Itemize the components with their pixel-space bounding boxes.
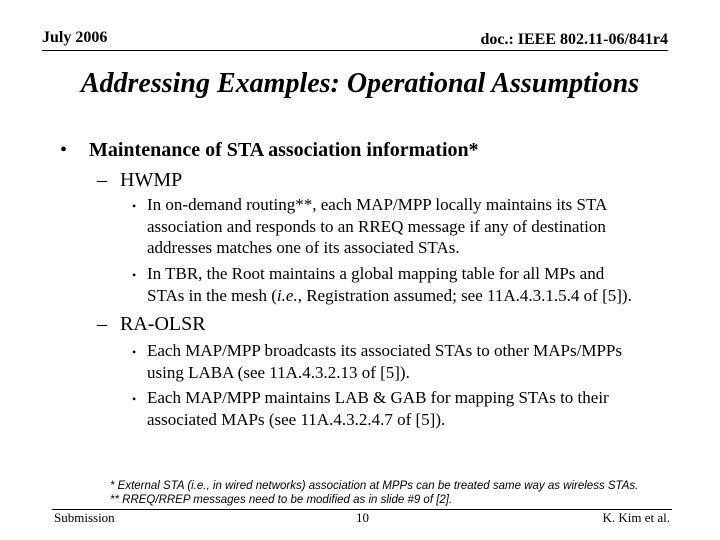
footer-submission: Submission bbox=[54, 510, 115, 525]
hwmp-item-2-line-1: In TBR, the Root maintains a global mapping table for all MPs and bbox=[147, 264, 605, 283]
footer-author: K. Kim et al. bbox=[602, 510, 670, 525]
footnote-2: ** RREQ/RREP messages need to be modified as in slide #9 of [2]. bbox=[110, 494, 453, 506]
header-rule bbox=[42, 50, 668, 51]
sub-bullet-dot: • bbox=[132, 199, 137, 213]
hwmp-item-1-line-1: In on-demand routing**, each MAP/MPP locally maintains its STA bbox=[147, 195, 608, 214]
dash-marker: – bbox=[97, 169, 107, 191]
sub-bullet-dot: • bbox=[132, 268, 137, 282]
bullet-main: Maintenance of STA association information* bbox=[89, 139, 479, 161]
sub-bullet-dot: • bbox=[132, 345, 137, 359]
slide-title: Addressing Examples: Operational Assumptions bbox=[80, 68, 640, 99]
ra-olsr-item-2-line-2: associated MAPs (see 11A.4.3.2.4.7 of [5]). bbox=[147, 410, 446, 429]
footnote-1: * External STA (i.e., in wired networks) association at MPPs can be treated same way as wireless STAs. bbox=[110, 480, 639, 492]
sub-heading-ra-olsr: RA-OLSR bbox=[120, 313, 206, 335]
ra-olsr-item-1-line-2: using LABA (see 11A.4.3.2.13 of [5]). bbox=[147, 363, 410, 382]
sub-heading-hwmp: HWMP bbox=[120, 169, 183, 191]
header-date: July 2006 bbox=[42, 29, 108, 46]
dash-marker: – bbox=[97, 313, 107, 335]
ra-olsr-item-2-line-1: Each MAP/MPP maintains LAB & GAB for mapping STAs to their bbox=[147, 388, 609, 407]
ra-olsr-item-1-line-1: Each MAP/MPP broadcasts its associated STAs to other MAPs/MPPs bbox=[147, 341, 622, 360]
footer-page-number: 10 bbox=[356, 510, 369, 525]
hwmp-item-1-line-3: addresses matches one of its associated STAs. bbox=[147, 238, 460, 257]
sub-bullet-dot: • bbox=[132, 392, 137, 406]
header-doc-id: doc.: IEEE 802.11-06/841r4 bbox=[480, 31, 668, 48]
hwmp-item-2-line-2: STAs in the mesh (i.e., Registration assumed; see 11A.4.3.1.5.4 of [5]). bbox=[147, 286, 632, 305]
bullet-dot: • bbox=[60, 139, 68, 161]
hwmp-item-1-line-2: association and responds to an RREQ message if any of destination bbox=[147, 217, 606, 236]
